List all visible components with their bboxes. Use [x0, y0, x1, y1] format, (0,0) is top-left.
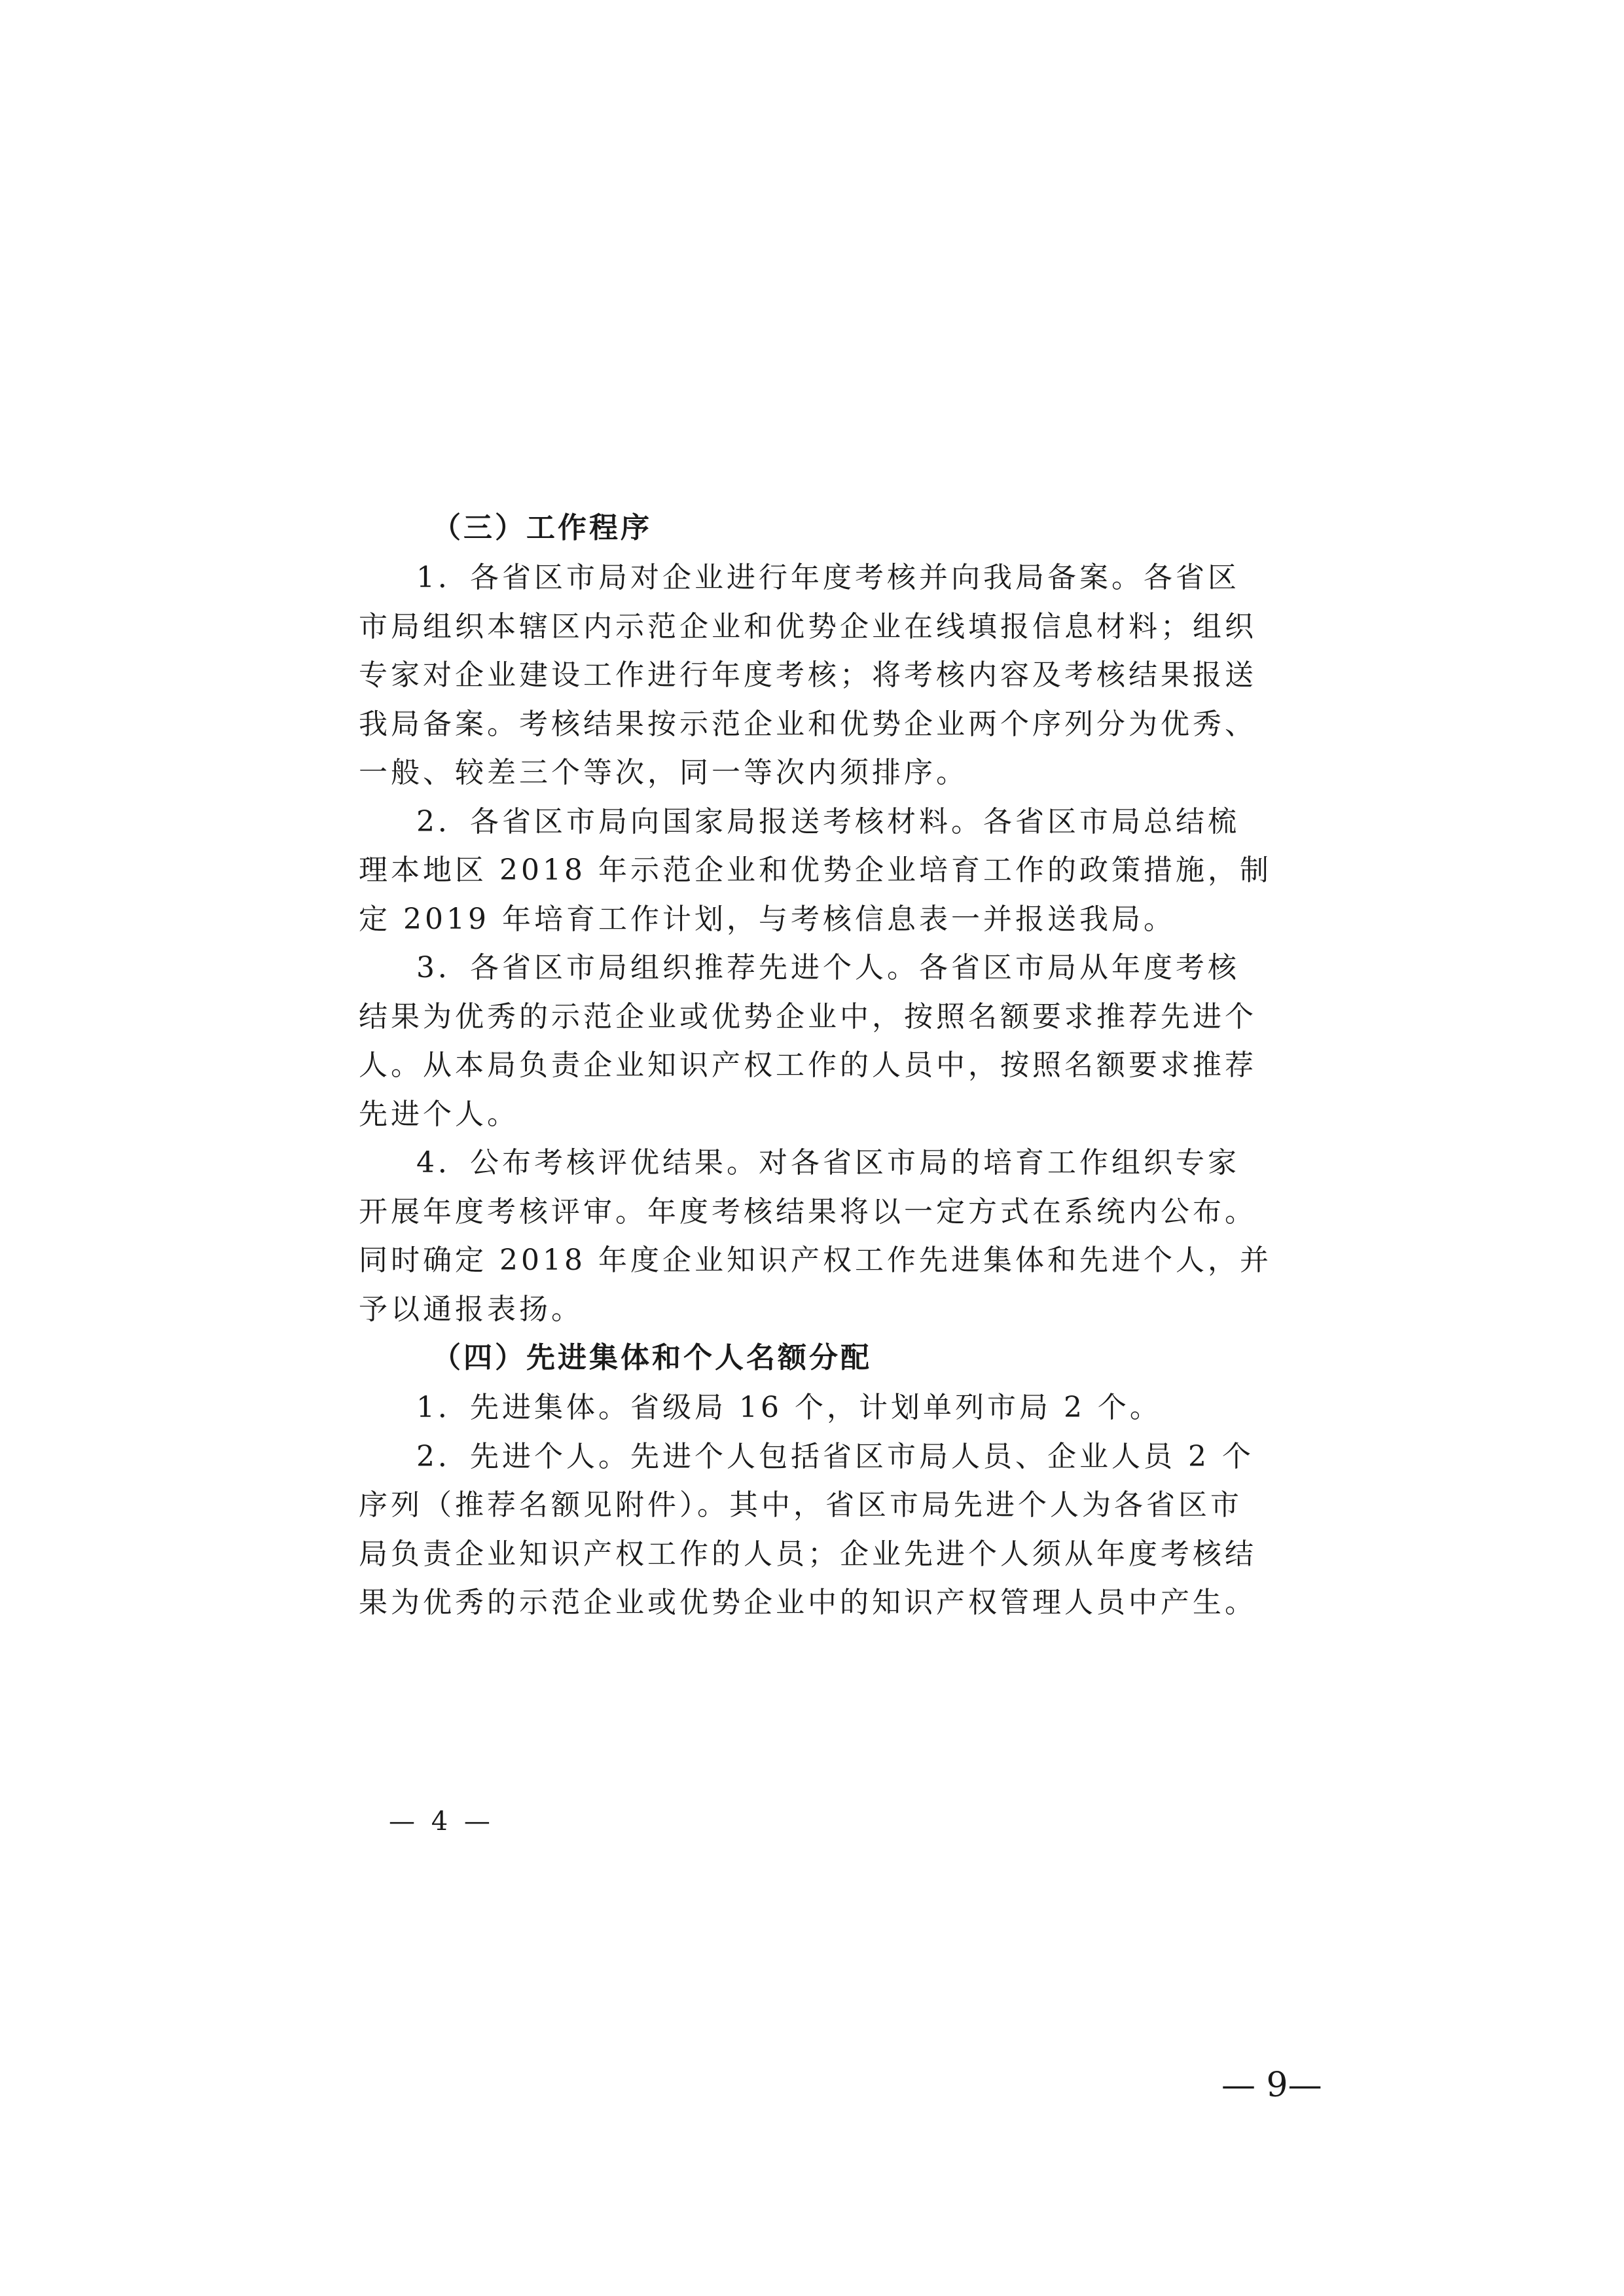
inner-page-number: — 4 — [389, 1806, 494, 1837]
text-line: 市局组织本辖区内示范企业和优势企业在线填报信息材料；组织 [359, 609, 1257, 643]
document-body [359, 504, 1364, 1628]
paragraph-advanced-individual [359, 1433, 1364, 1628]
text-line: 同时确定 2018 年度企业知识产权工作先进集体和先进个人，并 [359, 1244, 1272, 1277]
text-line: 4．公布考核评优结果。对各省区市局的培育工作组织专家 [416, 1146, 1240, 1179]
text-line: 予以通报表扬。 [359, 1292, 583, 1326]
text-line: 局负责企业知识产权工作的人员；企业先进个人须从年度考核结 [359, 1537, 1257, 1571]
text-line: 开展年度考核评审。年度考核结果将以一定方式在系统内公布。 [359, 1194, 1257, 1229]
text-line: 3．各省区市局组织推荐先进个人。各省区市局从年度考核 [416, 951, 1240, 984]
paragraph-item-3 [359, 944, 1364, 1139]
text-line: 我局备案。考核结果按示范企业和优势企业两个序列分为优秀、 [359, 707, 1257, 741]
text-line: 定 2019 年培育工作计划，与考核信息表一并报送我局。 [359, 902, 1176, 936]
section-heading-quota-allocation: （四）先进集体和个人名额分配 [432, 1341, 872, 1374]
text-line: 先进个人。 [359, 1097, 519, 1131]
paragraph-item-4 [359, 1139, 1364, 1334]
text-line: 1．各省区市局对企业进行年度考核并向我局备案。各省区 [416, 561, 1240, 594]
text-line: 人。从本局负责企业知识产权工作的人员中，按照名额要求推荐 [359, 1049, 1257, 1082]
paragraph-item-1 [359, 554, 1364, 798]
text-line: 理本地区 2018 年示范企业和优势企业培育工作的政策措施，制 [359, 853, 1272, 887]
text-line: 专家对企业建设工作进行年度考核；将考核内容及考核结果报送 [359, 658, 1257, 692]
section-heading-work-procedure: （三）工作程序 [432, 511, 652, 545]
text-line: 果为优秀的示范企业或优势企业中的知识产权管理人员中产生。 [359, 1586, 1257, 1619]
text-line: 一般、较差三个等次，同一等次内须排序。 [359, 756, 968, 789]
paragraph-item-2 [359, 798, 1364, 944]
outer-page-number: — 9— [1221, 2066, 1322, 2105]
paragraph-advanced-collective [359, 1384, 1364, 1433]
text-line: 2．各省区市局向国家局报送考核材料。各省区市局总结梳 [416, 804, 1240, 838]
text-line: 结果为优秀的示范企业或优势企业中，按照名额要求推荐先进个 [359, 999, 1257, 1033]
text-line: 2．先进个人。先进个人包括省区市局人员、企业人员 2 个 [416, 1439, 1254, 1473]
text-line: 1．先进集体。省级局 16 个，计划单列市局 2 个。 [416, 1391, 1162, 1424]
text-line: 序列（推荐名额见附件）。其中，省区市局先进个人为各省区市 [359, 1488, 1242, 1522]
